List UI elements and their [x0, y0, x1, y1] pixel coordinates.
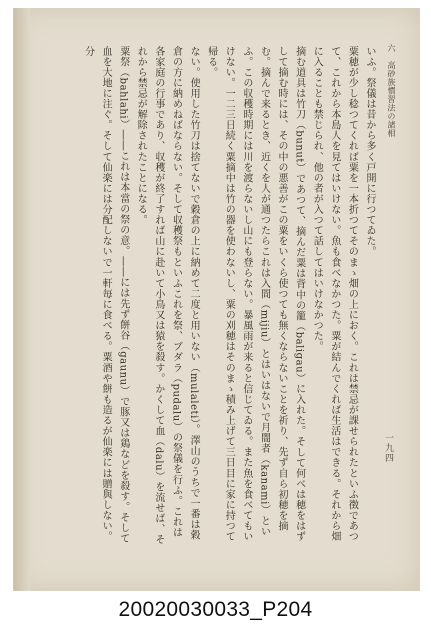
page-spine-shadow	[14, 8, 30, 591]
paragraph: ない。使用した竹刀は捨てないで穀倉の上に納めて二度と用いない（mulaleti）。澤山のうちで一番は穀倉の方に納めねばならない。そして収穫祭もといふこれを祭、ブダラ（pudalu）の祭儀を行ふ。これは各家庭の行事であり、収穫が終了すれば山に赴いて小鳥又は猿を殺す。かくして血（dalu）を流せば、それから禁忌が解除されたことになる。	[135, 46, 200, 545]
body-text-block	[60, 46, 378, 546]
running-header: 六 高砂族慣習法の諸相	[387, 44, 396, 138]
paragraph: 摘む道具は竹刀（bunut）であつて、摘んだ粟は背中の籠（baligau）に入れた。そして何べは穂をはずして摘む時には、その中の悪善がこの粟をいくら使つても無くならないことを祈り、先ず自ら初穂を摘む。摘んで来るとき、近くを人が通つたらこれは入間（mijiu）とはいはないで月闇者（kanami）といふ。この収穫時期には川を渡らないし山にも登らない。暴風雨が来ると信じてゐる。また魚を食べてもいけない。一二三日続く粟摘中は竹の器を使わないし、粟の刈穂はそのまゝ積み上げて三日目に家に持つて帰る。	[205, 46, 305, 542]
vertical-text-columns	[79, 46, 378, 546]
image-caption: 20020030033_P204	[118, 598, 313, 621]
paragraph: 粟穂が少し稔つてくれば粟を一本折つてそのまゝ畑の上におく。これは禁忌が課せられたといふ徴であつて、これから本島人を見てはいけない。魚も食べなかつた。粟が結んでくれば生活はできる。それから畑に入ることも禁じられ、他の者が入つて話してはいけなかつた。	[311, 46, 358, 542]
paragraph: いふ。祭儀は昔から多く戸開に行つてゐた。	[364, 46, 375, 257]
page-number: 一九四	[383, 433, 393, 463]
book-page	[13, 8, 420, 591]
paragraph: 粟祭（bahlahi）――これは本當の祭の意。――には先ず餅谷（gaunu）で豚又は鶏などを殺す。そして血を大地に注ぐ。そして仙楽には分配しないで一軒毎に食べる。粟酒や餅も造るが仙楽には贈與しない。分	[82, 46, 129, 544]
